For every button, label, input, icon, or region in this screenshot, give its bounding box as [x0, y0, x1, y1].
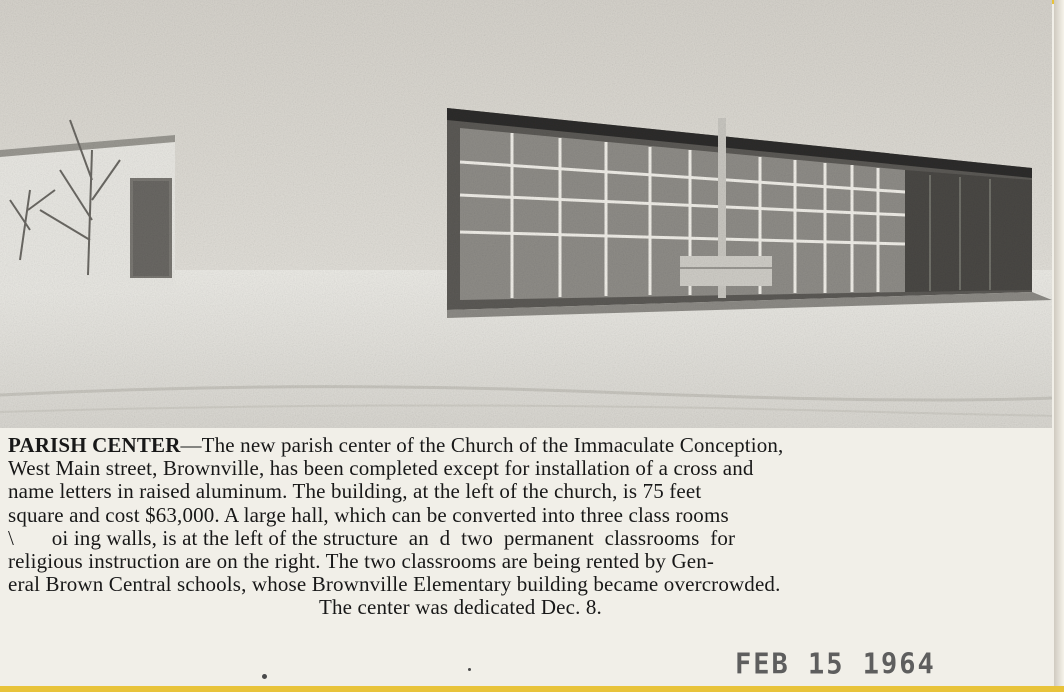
caption-line-1-text: —The new parish center of the Church of the Immaculate Conception,: [180, 433, 784, 457]
ink-speck: [468, 668, 471, 671]
ink-speck: [262, 674, 267, 679]
caption-line-1: [8, 434, 1053, 457]
caption-line-8: The center was dedicated Dec. 8.: [319, 595, 602, 620]
date-stamp: FEB 15 1964: [735, 648, 936, 681]
bottom-edge-strip: [0, 686, 1064, 692]
caption-line-5: \ oi ing walls, is at the left of the structure an d two permanent classrooms for: [8, 525, 736, 550]
caption-line-7: eral Brown Central schools, whose Brownville Elementary building became overcrowded.: [8, 572, 781, 597]
caption-heading: PARISH CENTER: [8, 433, 181, 457]
caption-line-6: religious instruction are on the right. The two classrooms are being rented by Gen-: [8, 548, 715, 573]
photo-caption: [8, 434, 1053, 620]
caption-line-2: West Main street, Brownville, has been completed except for installation of a cross and: [8, 456, 754, 481]
caption-line-3: name letters in raised aluminum. The building, at the left of the church, is 75 feet: [8, 479, 702, 504]
caption-line-4: square and cost $63,000. A large hall, which can be converted into three class rooms: [8, 502, 729, 527]
right-paper-edge: [1054, 0, 1064, 692]
